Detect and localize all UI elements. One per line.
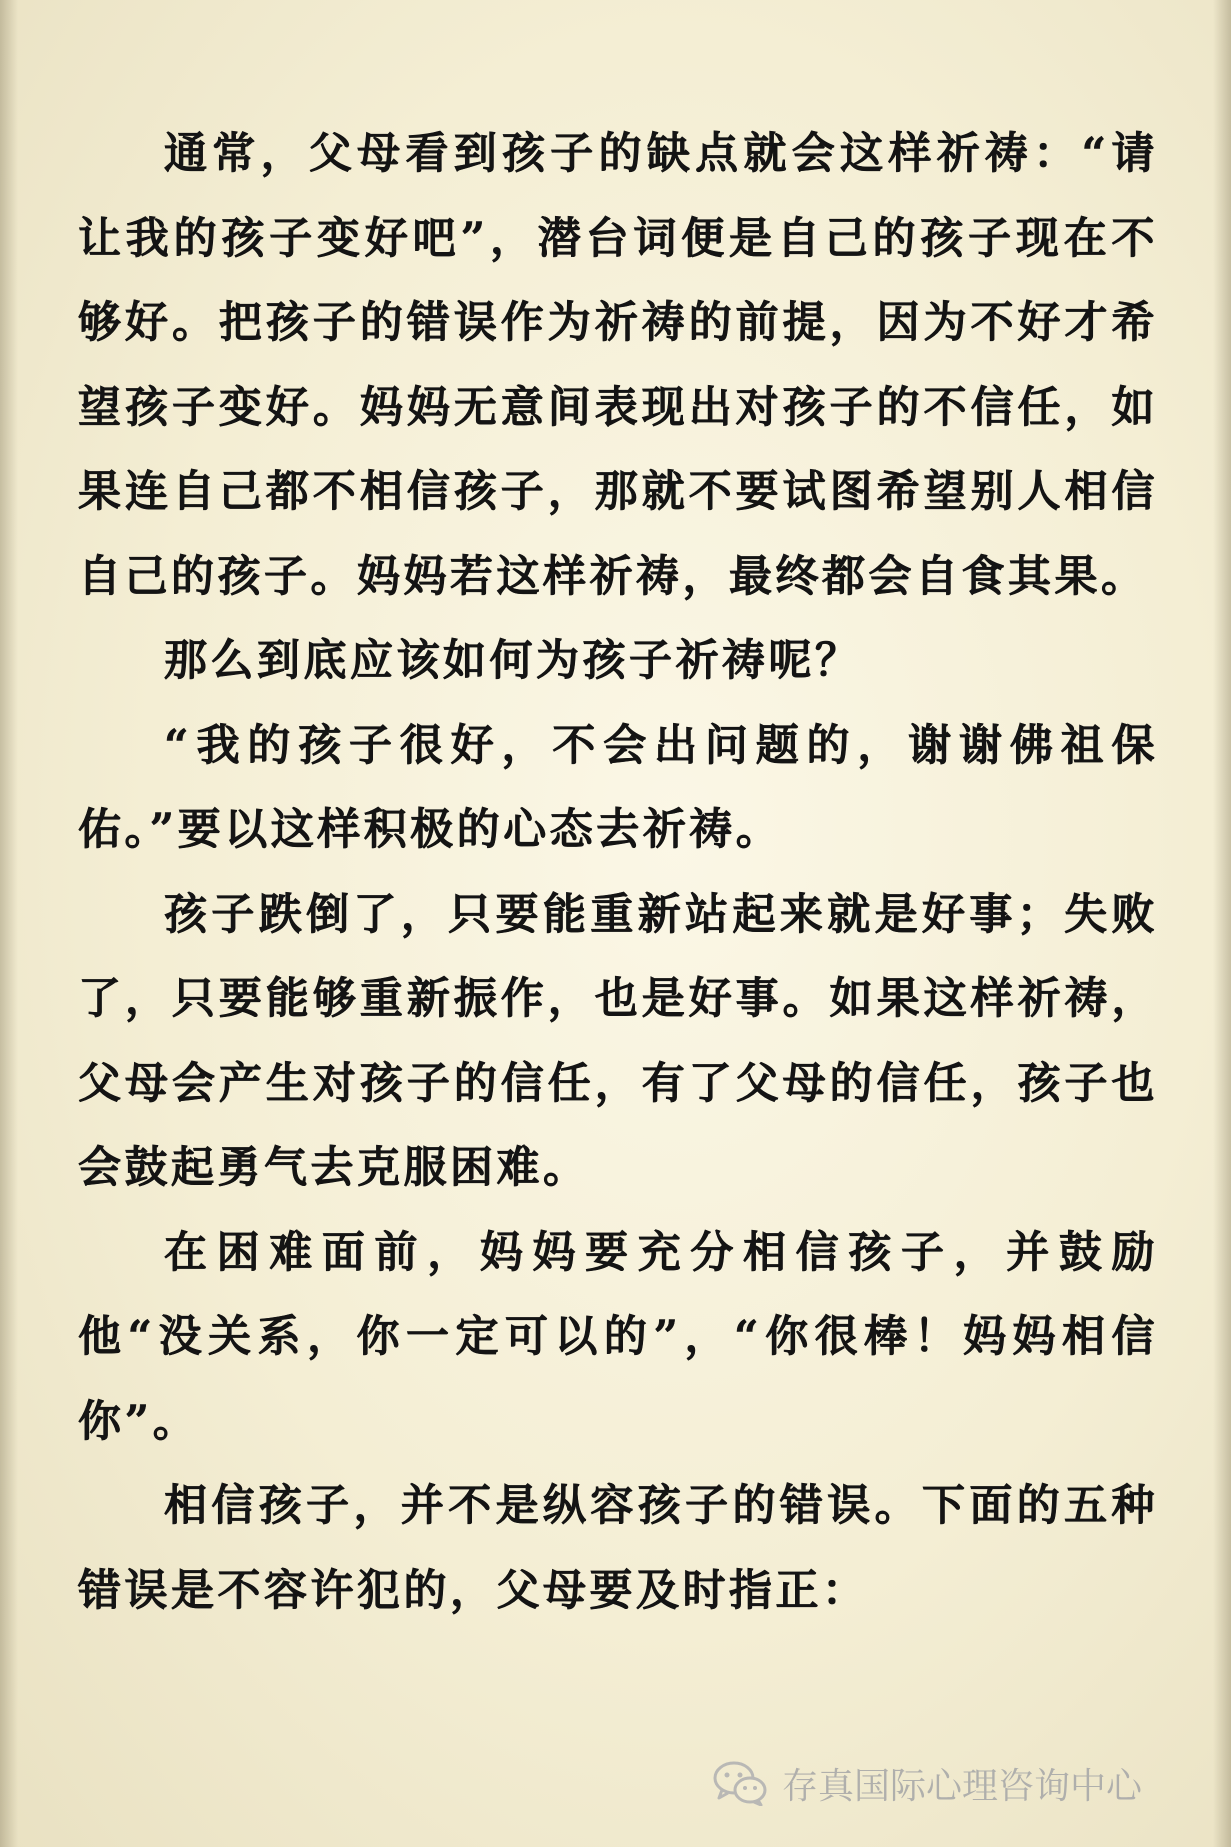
paragraph-prayer-habit: 通常，父母看到孩子的缺点就会这样祈祷：“请让我的孩子变好吧”，潜台词便是自己的孩子现在不够好。把孩子的错误作为祈祷的前提，因为不好才希望孩子变好。妈妈无意间表现出对孩子的不信任，如果连自己都不相信孩子，那就不要试图希望别人相信自己的孩子。妈妈若这样祈祷，最终都会自食其果。 xyxy=(78,129,1158,602)
watermark-text: 存真国际心理咨询中心 xyxy=(782,1765,1143,1807)
paragraph-question: 那么到底应该如何为孩子祈祷呢？ xyxy=(164,636,862,686)
paragraph-falling-down: 孩子跌倒了，只要能重新站起来就是好事；失败了，只要能够重新振作，也是好事。如果这样祈祷，父母会产生对孩子的信任，有了父母的信任，孩子也会鼓起勇气去克服困难。 xyxy=(78,889,1158,1193)
paragraph-encourage: 在困难面前，妈妈要充分相信孩子，并鼓励他“没关系，你一定可以的”，“你很棒！妈妈相信你”。 xyxy=(78,1227,1158,1447)
page-edge-left xyxy=(0,0,18,1847)
paragraph-positive-prayer: “我的孩子很好，不会出问题的，谢谢佛祖保佑。”要以这样积极的心态去祈祷。 xyxy=(78,720,1158,855)
page-edge-right xyxy=(1213,0,1231,1847)
paragraph-five-mistakes: 相信孩子，并不是纵容孩子的错误。下面的五种错误是不容许犯的，父母要及时指正： xyxy=(78,1481,1158,1616)
wechat-icon xyxy=(712,1760,768,1806)
watermark xyxy=(712,1755,1142,1811)
book-page-text xyxy=(78,112,1158,1633)
